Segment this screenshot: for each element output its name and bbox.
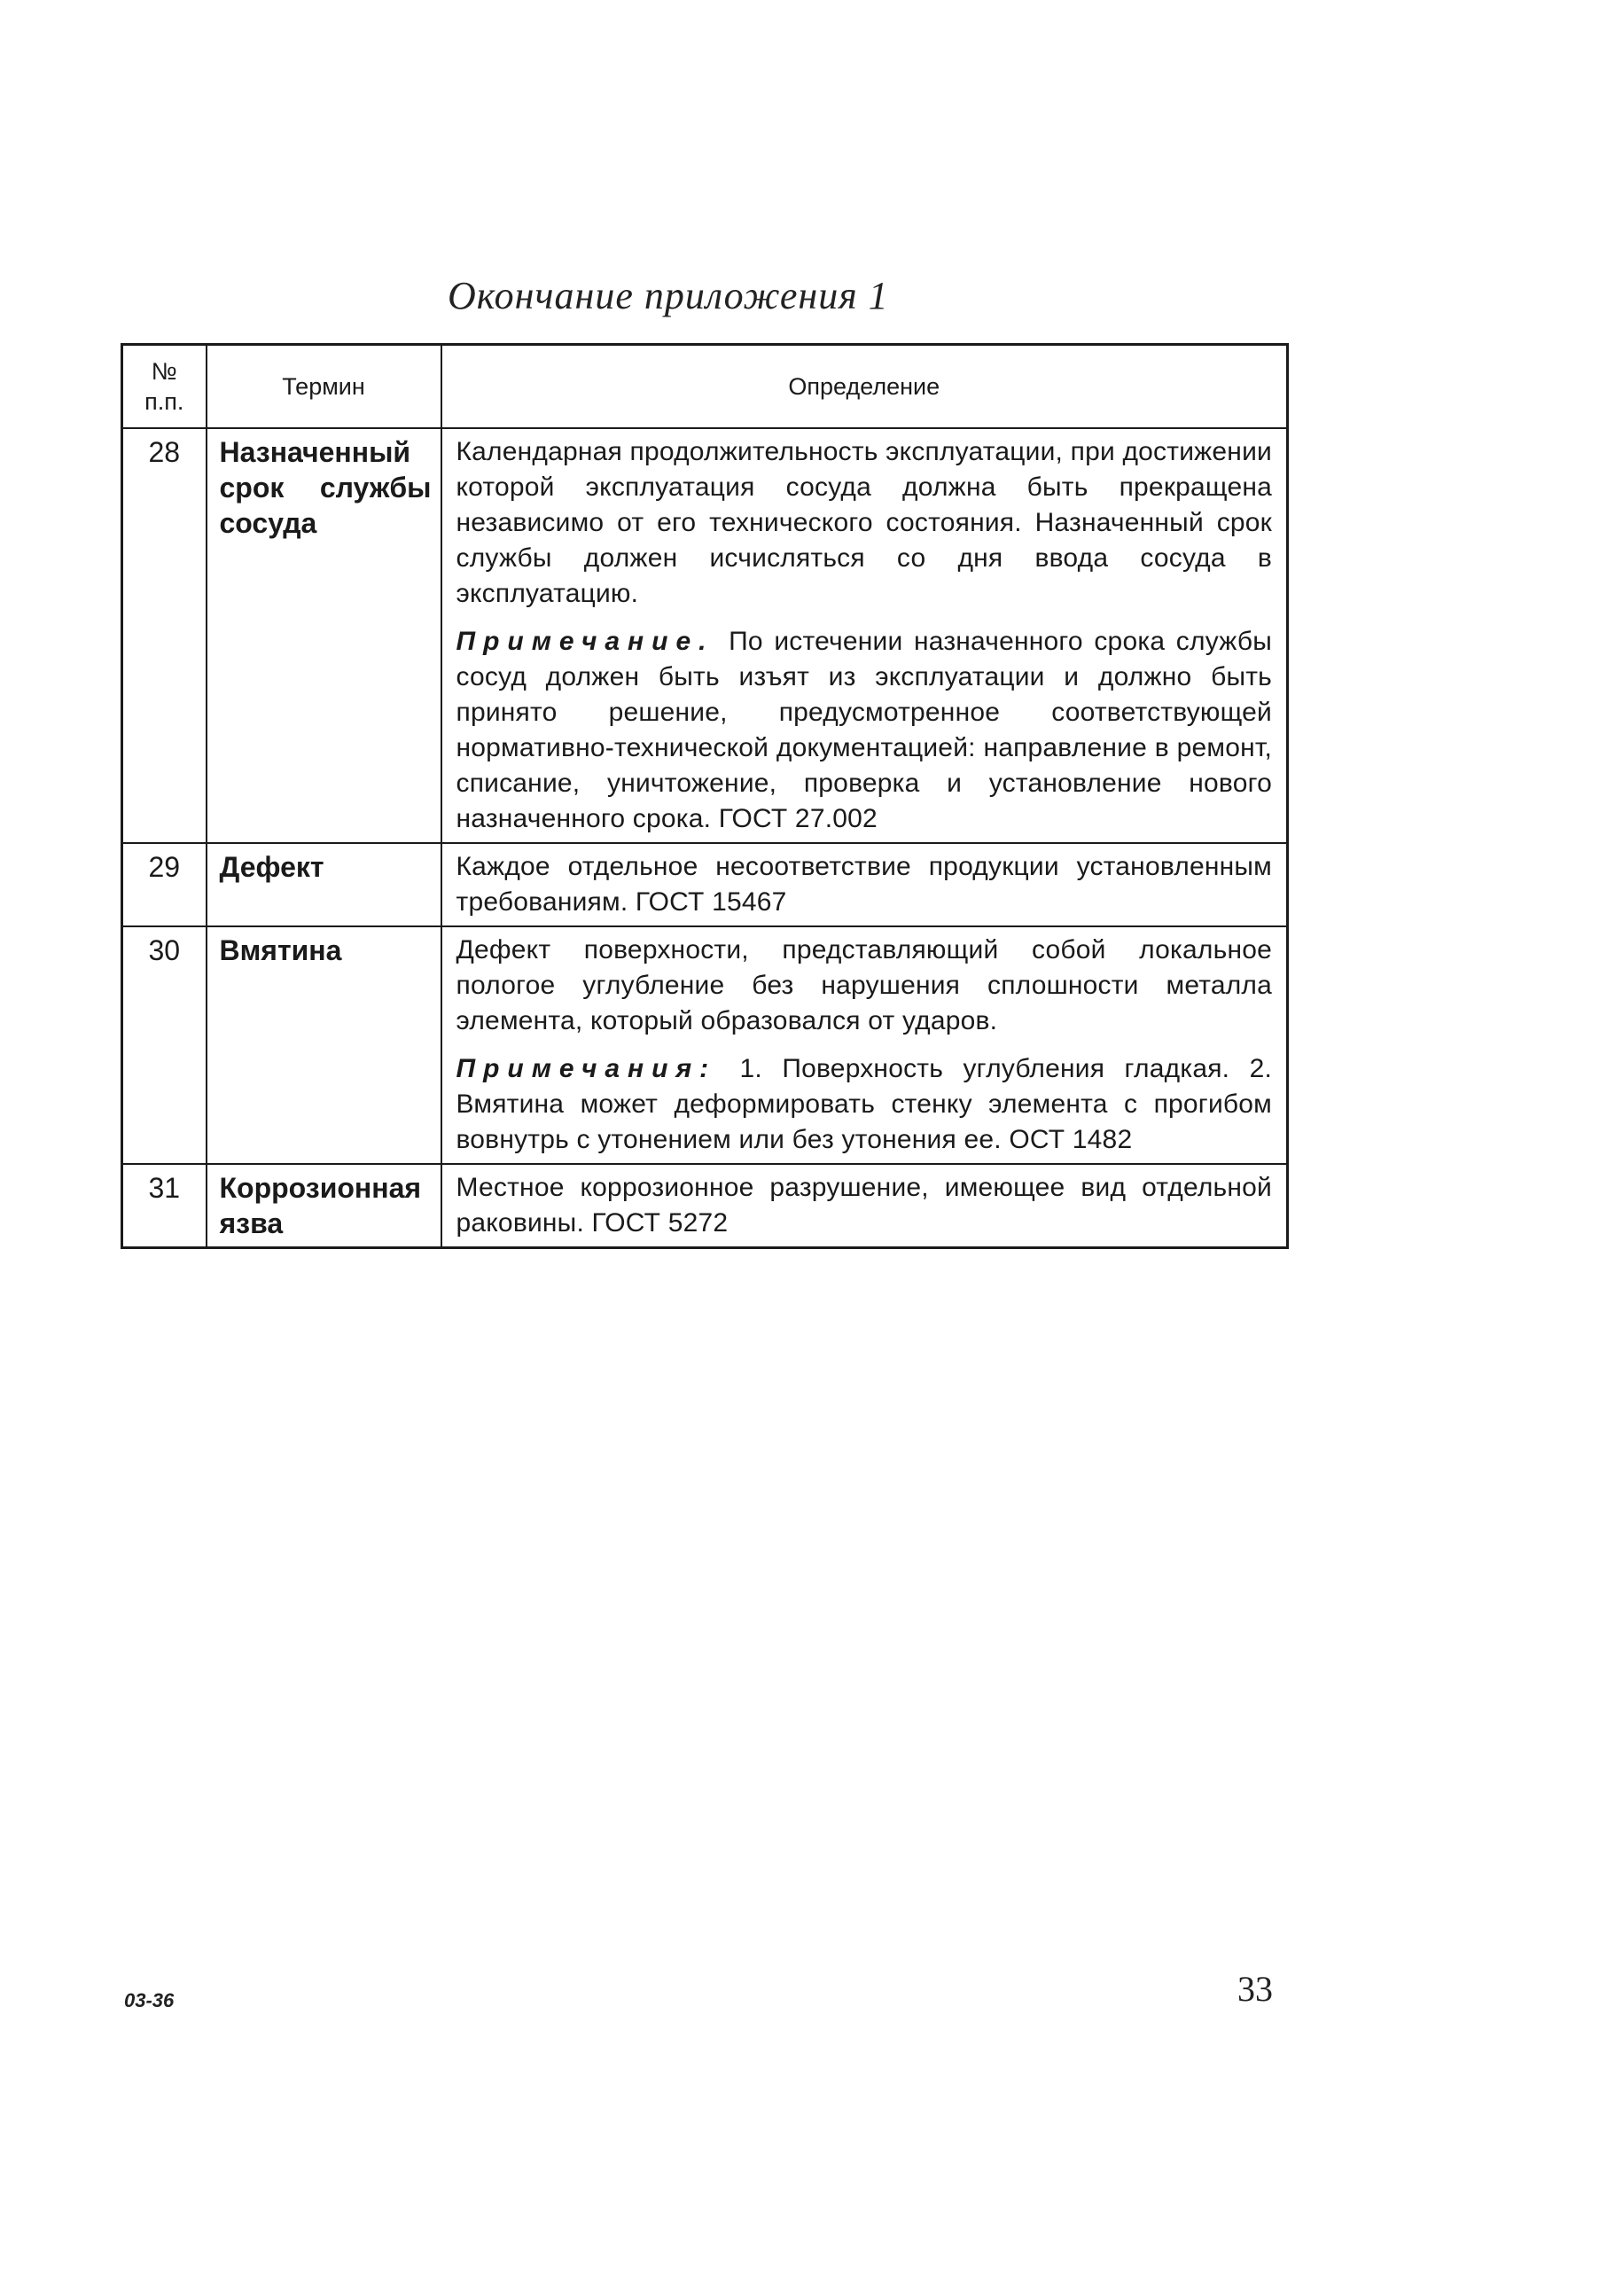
row-term: Вмятина bbox=[207, 926, 441, 1164]
appendix-heading: Окончание приложения 1 bbox=[448, 274, 889, 317]
row-definition-cell bbox=[441, 843, 1288, 926]
row-number: 28 bbox=[122, 428, 207, 843]
row-term: Дефект bbox=[207, 843, 441, 926]
row-note bbox=[456, 1051, 1273, 1158]
table-row bbox=[122, 926, 1288, 1164]
terms-table bbox=[121, 343, 1289, 1249]
row-number: 31 bbox=[122, 1164, 207, 1248]
row-definition: Местное коррозионное разрушение, имеющее вид отдельной раковины. ГОСТ 5272 bbox=[456, 1173, 1272, 1238]
table-row bbox=[122, 843, 1288, 926]
table-header-row bbox=[122, 345, 1288, 429]
row-definition: Дефект поверхности, представляющий собой локальное пологое углубление без нарушения сплошности металла элемента, который образовался от ударов. bbox=[456, 935, 1272, 1035]
row-definition-cell bbox=[441, 926, 1288, 1164]
row-definition-cell bbox=[441, 1164, 1288, 1248]
note-text: По истечении назначенного срока службы сосуд должен быть изъят из эксплуатации и должно быть принято решение, предусмотренное соответствующей нормативно-технической документацией: направление в ремонт, списание, уничтожение, проверка и установление нового назначенного срока. ГОСТ 27.002 bbox=[456, 627, 1272, 833]
row-number: 30 bbox=[122, 926, 207, 1164]
row-definition: Календарная продолжительность эксплуатации, при достижении которой эксплуатация сосуда должна быть прекращена независимо от его технического состояния. Назначенный срок службы должен исчисляться со дня ввода сосуда в эксплуатацию. bbox=[456, 437, 1272, 608]
row-definition: Каждое отдельное несоответствие продукции установленным требованиям. ГОСТ 15467 bbox=[456, 852, 1272, 917]
row-definition-cell bbox=[441, 428, 1288, 843]
row-note bbox=[456, 624, 1273, 837]
table-row bbox=[122, 428, 1288, 843]
note-label: Примечание. bbox=[456, 627, 714, 656]
document-code: 03-36 bbox=[124, 1989, 175, 2011]
page-number: 33 bbox=[1237, 1969, 1273, 2009]
header-term: Термин bbox=[207, 345, 441, 429]
note-label: Примечания: bbox=[456, 1054, 717, 1083]
header-number bbox=[122, 345, 207, 429]
row-term: Коррозионная язва bbox=[207, 1164, 441, 1248]
row-term: Назначенный срок службы сосуда bbox=[207, 428, 441, 843]
row-number: 29 bbox=[122, 843, 207, 926]
table-row bbox=[122, 1164, 1288, 1248]
header-number-label: № п.п. bbox=[144, 358, 184, 415]
note-text: 1. Поверхность углубления гладкая. 2. Вмятина может деформировать стенку элемента с прогибом вовнутрь с утонением или без утонения ее. ОСТ 1482 bbox=[456, 1054, 1272, 1154]
header-definition: Определение bbox=[441, 345, 1288, 429]
